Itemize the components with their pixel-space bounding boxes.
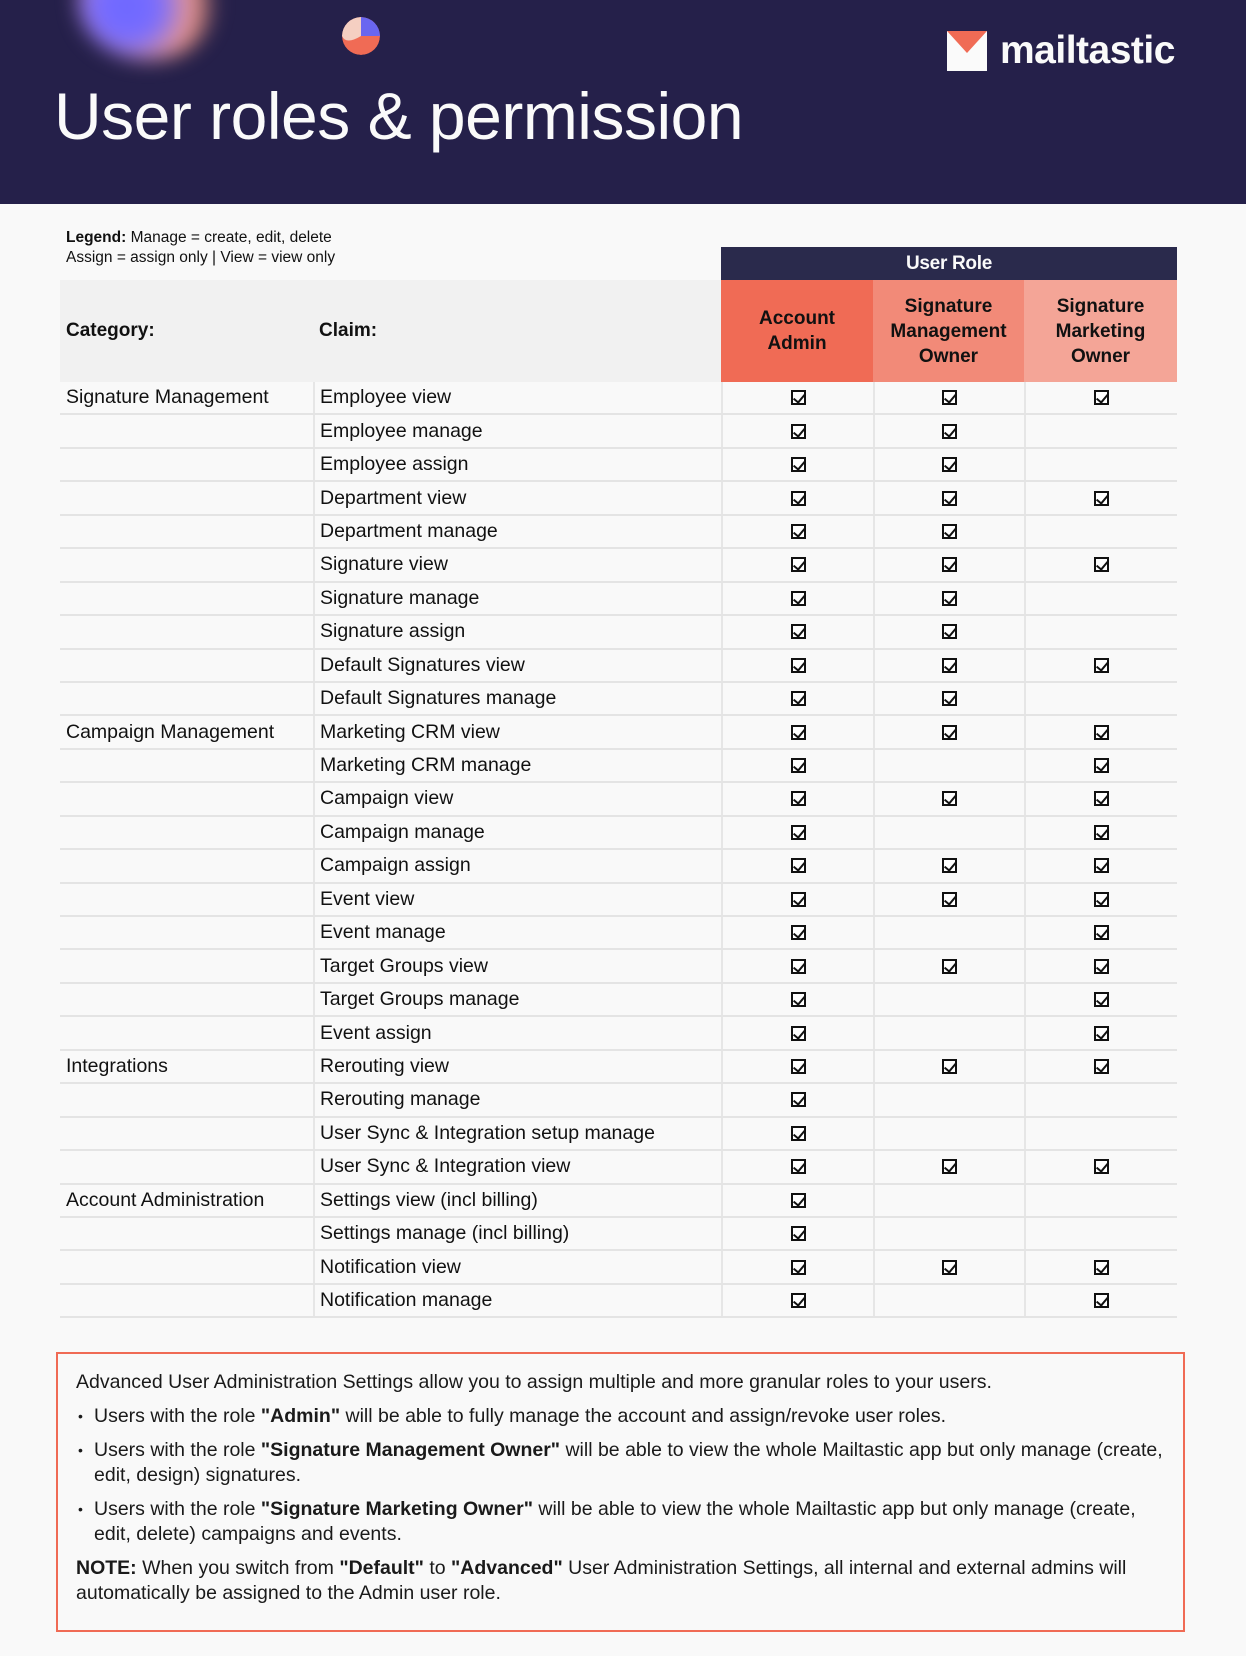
checked-checkbox-icon [1094, 557, 1109, 572]
checked-checkbox-icon [942, 892, 957, 907]
legend [66, 228, 335, 268]
claim-cell: Employee manage [313, 415, 721, 446]
claim-cell: Rerouting view [313, 1051, 721, 1082]
checked-checkbox-icon [942, 1059, 957, 1074]
checked-checkbox-icon [942, 624, 957, 639]
table-row [60, 650, 1177, 683]
permission-cell [721, 1185, 873, 1216]
checked-checkbox-icon [791, 725, 806, 740]
permission-cell [1024, 583, 1177, 614]
checked-checkbox-icon [942, 390, 957, 405]
permission-cell [873, 382, 1024, 413]
permission-cell [873, 750, 1024, 781]
permission-cell [1024, 1285, 1177, 1316]
checked-checkbox-icon [1094, 725, 1109, 740]
claim-cell: Campaign assign [313, 850, 721, 881]
permission-cell [873, 984, 1024, 1015]
permission-cell [1024, 1151, 1177, 1182]
permission-cell [873, 549, 1024, 580]
checked-checkbox-icon [791, 457, 806, 472]
claim-cell: Event manage [313, 917, 721, 948]
permission-cell [873, 449, 1024, 480]
permission-cell [873, 1017, 1024, 1048]
checked-checkbox-icon [942, 959, 957, 974]
category-cell [66, 850, 313, 881]
role-header-signature-marketing-owner: Signature Marketing Owner [1024, 280, 1177, 382]
permission-cell [721, 1051, 873, 1082]
permission-cell [1024, 783, 1177, 814]
role-header-account-admin: Account Admin [721, 280, 873, 382]
checked-checkbox-icon [791, 925, 806, 940]
permission-cell [721, 917, 873, 948]
table-row [60, 783, 1177, 816]
checked-checkbox-icon [791, 1092, 806, 1107]
permission-cell [721, 683, 873, 714]
permission-cell [721, 1218, 873, 1249]
legend-label: Legend: [66, 229, 127, 246]
envelope-icon [947, 31, 987, 71]
checked-checkbox-icon [942, 658, 957, 673]
category-cell [66, 950, 313, 981]
checked-checkbox-icon [1094, 658, 1109, 673]
checked-checkbox-icon [1094, 959, 1109, 974]
table-row [60, 1051, 1177, 1084]
user-role-group-header: User Role [721, 247, 1177, 280]
legend-line-1: Manage = create, edit, delete [130, 229, 332, 246]
permission-cell [1024, 884, 1177, 915]
logo-text: mailtastic [1000, 29, 1175, 72]
info-note: NOTE: When you switch from "Default" to "Advanced" User Administration Settings, all internal and external admins will automatically be assigned to the Admin user role. [76, 1557, 1127, 1604]
checked-checkbox-icon [942, 524, 957, 539]
checked-checkbox-icon [791, 557, 806, 572]
category-cell [66, 583, 313, 614]
permission-cell [721, 650, 873, 681]
permission-cell [721, 984, 873, 1015]
checked-checkbox-icon [942, 1159, 957, 1174]
claim-cell: Settings view (incl billing) [313, 1185, 721, 1216]
permission-cell [1024, 1051, 1177, 1082]
permission-cell [873, 1251, 1024, 1282]
claim-cell: Default Signatures manage [313, 683, 721, 714]
claim-cell: User Sync & Integration setup manage [313, 1118, 721, 1149]
permission-cell [721, 783, 873, 814]
checked-checkbox-icon [1094, 390, 1109, 405]
table-row [60, 382, 1177, 415]
checked-checkbox-icon [942, 691, 957, 706]
table-row [60, 516, 1177, 549]
checked-checkbox-icon [791, 1193, 806, 1208]
checked-checkbox-icon [942, 424, 957, 439]
claim-cell: Default Signatures view [313, 650, 721, 681]
permission-cell [873, 516, 1024, 547]
claim-cell: Campaign view [313, 783, 721, 814]
checked-checkbox-icon [1094, 1059, 1109, 1074]
claim-cell: Signature assign [313, 616, 721, 647]
claim-cell: User Sync & Integration view [313, 1151, 721, 1182]
checked-checkbox-icon [942, 557, 957, 572]
table-row [60, 750, 1177, 783]
permission-cell [1024, 1118, 1177, 1149]
permission-cell [873, 884, 1024, 915]
table-row [60, 549, 1177, 582]
category-cell: Account Administration [66, 1188, 265, 1211]
info-intro: Advanced User Administration Settings allow you to assign multiple and more granular roles to your users. [76, 1371, 992, 1393]
permission-cell [873, 1285, 1024, 1316]
checked-checkbox-icon [791, 892, 806, 907]
decorative-gradient-blob [78, 0, 218, 60]
checked-checkbox-icon [942, 491, 957, 506]
permission-cell [873, 1051, 1024, 1082]
table-row [60, 817, 1177, 850]
checked-checkbox-icon [942, 591, 957, 606]
table-row [60, 1151, 1177, 1184]
permission-cell [721, 583, 873, 614]
claim-cell: Employee assign [313, 449, 721, 480]
permission-cell [1024, 817, 1177, 848]
category-column-header: Category: [66, 320, 155, 341]
permission-cell [1024, 650, 1177, 681]
info-bullet-signature-management-owner: • Users with the role "Signature Management Owner" will be able to view the whole Mailtastic app but only manage (create, edit, design) signatures. [76, 1438, 1165, 1488]
checked-checkbox-icon [791, 658, 806, 673]
checked-checkbox-icon [1094, 758, 1109, 773]
table-row [60, 1084, 1177, 1117]
claim-cell: Rerouting manage [313, 1084, 721, 1115]
permission-cell [1024, 1084, 1177, 1115]
category-cell [66, 449, 313, 480]
permission-cell [873, 1151, 1024, 1182]
table-row [60, 1285, 1177, 1318]
info-bullet-signature-marketing-owner: • Users with the role "Signature Marketing Owner" will be able to view the whole Mailtastic app but only manage (create, edit, delete) campaigns and events. [76, 1497, 1165, 1547]
category-cell [66, 917, 313, 948]
table-row [60, 716, 1177, 749]
category-cell: Integrations [66, 1054, 168, 1077]
category-cell [66, 1118, 313, 1149]
claim-cell: Event assign [313, 1017, 721, 1048]
checked-checkbox-icon [791, 1226, 806, 1241]
checked-checkbox-icon [791, 825, 806, 840]
info-bullet-list [76, 1404, 1165, 1547]
claim-cell: Employee view [313, 382, 721, 413]
table-row [60, 1017, 1177, 1050]
permission-cell [721, 382, 873, 413]
claim-cell: Marketing CRM manage [313, 750, 721, 781]
permission-cell [873, 917, 1024, 948]
permission-cell [873, 616, 1024, 647]
checked-checkbox-icon [1094, 1026, 1109, 1041]
permission-cell [1024, 683, 1177, 714]
permission-cell [721, 449, 873, 480]
category-cell [66, 1251, 313, 1282]
permissions-table-body [60, 382, 1177, 1318]
permission-cell [1024, 750, 1177, 781]
permission-cell [1024, 482, 1177, 513]
checked-checkbox-icon [1094, 825, 1109, 840]
category-cell [66, 817, 313, 848]
checked-checkbox-icon [791, 624, 806, 639]
page-title: User roles & permission [54, 79, 744, 153]
table-row [60, 482, 1177, 515]
permission-cell [721, 415, 873, 446]
claim-cell: Marketing CRM view [313, 716, 721, 747]
checked-checkbox-icon [791, 524, 806, 539]
category-cell [66, 1218, 313, 1249]
claim-cell: Notification manage [313, 1285, 721, 1316]
permission-cell [721, 716, 873, 747]
category-cell [66, 650, 313, 681]
permission-cell [1024, 716, 1177, 747]
checked-checkbox-icon [942, 858, 957, 873]
permission-cell [721, 1251, 873, 1282]
claim-cell: Notification view [313, 1251, 721, 1282]
permission-cell [1024, 1251, 1177, 1282]
checked-checkbox-icon [791, 1026, 806, 1041]
category-cell [66, 1017, 313, 1048]
category-cell: Signature Management [66, 386, 269, 409]
info-bullet-admin: • Users with the role "Admin" will be able to fully manage the account and assign/revoke user roles. [76, 1404, 1165, 1429]
table-row [60, 1251, 1177, 1284]
table-row [60, 884, 1177, 917]
claim-cell: Campaign manage [313, 817, 721, 848]
checked-checkbox-icon [791, 758, 806, 773]
permission-cell [1024, 984, 1177, 1015]
checked-checkbox-icon [791, 1293, 806, 1308]
claim-cell: Settings manage (incl billing) [313, 1218, 721, 1249]
permission-cell [721, 950, 873, 981]
table-row [60, 415, 1177, 448]
claim-cell: Department view [313, 482, 721, 513]
checked-checkbox-icon [942, 1260, 957, 1275]
checked-checkbox-icon [1094, 1260, 1109, 1275]
permission-cell [721, 850, 873, 881]
permission-cell [1024, 917, 1177, 948]
category-cell [66, 1084, 313, 1115]
permission-cell [721, 482, 873, 513]
permission-cell [1024, 616, 1177, 647]
table-row [60, 683, 1177, 716]
checked-checkbox-icon [1094, 858, 1109, 873]
decorative-orb-icon [342, 17, 380, 55]
permission-cell [1024, 415, 1177, 446]
checked-checkbox-icon [1094, 1159, 1109, 1174]
checked-checkbox-icon [1094, 1293, 1109, 1308]
permission-cell [1024, 1218, 1177, 1249]
permission-cell [1024, 850, 1177, 881]
checked-checkbox-icon [791, 491, 806, 506]
permission-cell [1024, 516, 1177, 547]
claim-cell: Signature manage [313, 583, 721, 614]
permission-cell [873, 482, 1024, 513]
permission-cell [873, 1185, 1024, 1216]
permission-cell [1024, 1017, 1177, 1048]
legend-line-2: Assign = assign only | View = view only [66, 249, 336, 266]
checked-checkbox-icon [791, 1260, 806, 1275]
table-row [60, 1218, 1177, 1251]
permission-cell [873, 1118, 1024, 1149]
table-row [60, 449, 1177, 482]
table-row [60, 1185, 1177, 1218]
permission-cell [873, 716, 1024, 747]
category-cell [66, 783, 313, 814]
category-cell [66, 482, 313, 513]
permission-cell [1024, 549, 1177, 580]
claim-cell: Event view [313, 884, 721, 915]
permission-cell [873, 817, 1024, 848]
checked-checkbox-icon [791, 959, 806, 974]
permission-cell [721, 817, 873, 848]
category-cell [66, 683, 313, 714]
permission-cell [721, 1118, 873, 1149]
permission-cell [873, 950, 1024, 981]
checked-checkbox-icon [791, 691, 806, 706]
checked-checkbox-icon [1094, 925, 1109, 940]
permission-cell [721, 1084, 873, 1115]
checked-checkbox-icon [1094, 992, 1109, 1007]
checked-checkbox-icon [1094, 791, 1109, 806]
permission-cell [873, 1084, 1024, 1115]
permission-cell [873, 583, 1024, 614]
permission-cell [721, 549, 873, 580]
category-cell [66, 549, 313, 580]
category-cell [66, 884, 313, 915]
checked-checkbox-icon [791, 390, 806, 405]
permission-cell [873, 850, 1024, 881]
claim-cell: Target Groups view [313, 950, 721, 981]
checked-checkbox-icon [791, 992, 806, 1007]
permission-cell [721, 1285, 873, 1316]
checked-checkbox-icon [1094, 892, 1109, 907]
table-header-background [60, 280, 721, 382]
claim-cell: Target Groups manage [313, 984, 721, 1015]
permission-cell [1024, 382, 1177, 413]
checked-checkbox-icon [942, 791, 957, 806]
category-cell [66, 616, 313, 647]
table-row [60, 1118, 1177, 1151]
claim-cell: Department manage [313, 516, 721, 547]
permission-cell [721, 750, 873, 781]
checked-checkbox-icon [791, 791, 806, 806]
info-box [56, 1352, 1185, 1632]
checked-checkbox-icon [791, 1059, 806, 1074]
permission-cell [873, 1218, 1024, 1249]
table-row [60, 616, 1177, 649]
permission-cell [721, 516, 873, 547]
permission-cell [1024, 449, 1177, 480]
permission-cell [721, 1017, 873, 1048]
claim-column-header: Claim: [319, 320, 378, 341]
brand-logo [947, 31, 1175, 71]
checked-checkbox-icon [791, 1159, 806, 1174]
checked-checkbox-icon [791, 591, 806, 606]
permission-cell [873, 783, 1024, 814]
checked-checkbox-icon [791, 1126, 806, 1141]
checked-checkbox-icon [1094, 491, 1109, 506]
header-banner [0, 0, 1246, 204]
permission-cell [721, 884, 873, 915]
category-cell [66, 750, 313, 781]
permission-cell [1024, 1185, 1177, 1216]
category-cell [66, 984, 313, 1015]
table-row [60, 917, 1177, 950]
checked-checkbox-icon [942, 457, 957, 472]
table-row [60, 984, 1177, 1017]
role-header-signature-management-owner: Signature Management Owner [873, 280, 1024, 382]
category-cell [66, 516, 313, 547]
category-cell: Campaign Management [66, 720, 275, 743]
table-row [60, 950, 1177, 983]
category-cell [66, 1151, 313, 1182]
checked-checkbox-icon [942, 725, 957, 740]
category-cell [66, 415, 313, 446]
claim-cell: Signature view [313, 549, 721, 580]
category-cell [66, 1285, 313, 1316]
table-row [60, 583, 1177, 616]
permission-cell [721, 616, 873, 647]
permission-cell [873, 415, 1024, 446]
permission-cell [721, 1151, 873, 1182]
checked-checkbox-icon [791, 424, 806, 439]
table-row [60, 850, 1177, 883]
checked-checkbox-icon [791, 858, 806, 873]
permission-cell [873, 683, 1024, 714]
permission-cell [873, 650, 1024, 681]
permission-cell [1024, 950, 1177, 981]
